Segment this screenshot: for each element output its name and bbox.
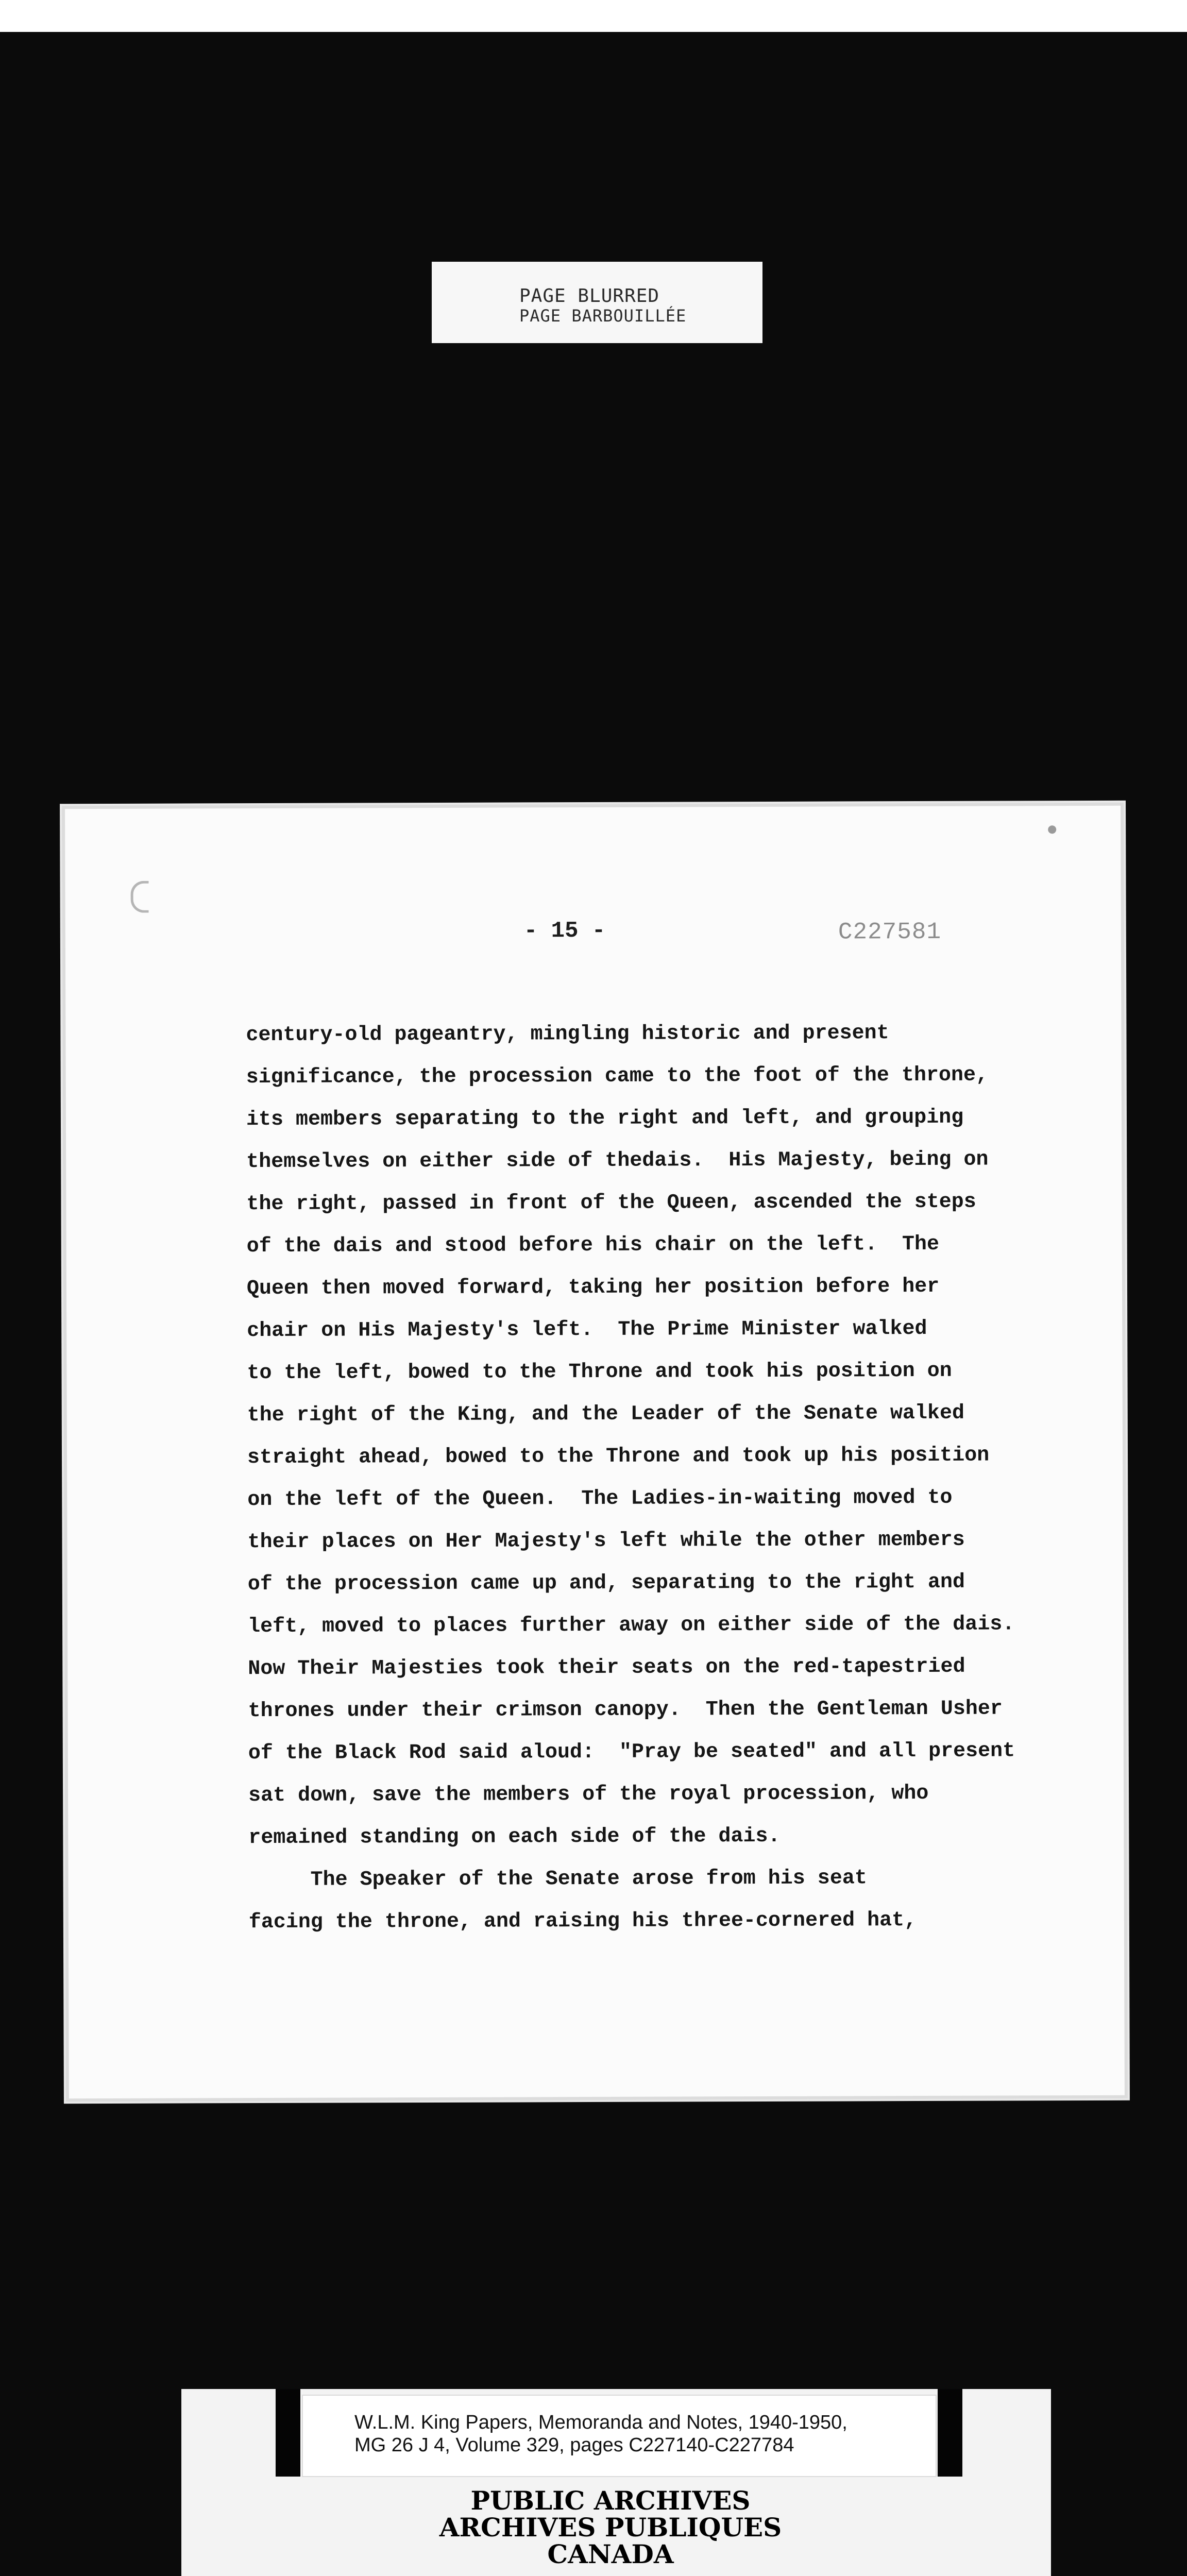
text-line: remained standing on each side of the dais.: [248, 1824, 781, 1850]
archive-country: CANADA: [547, 2539, 674, 2569]
text-line: Now Their Majesties took their seats on the red-tapestried: [248, 1655, 965, 1681]
citation-line: W.L.M. King Papers, Memoranda and Notes, 1940-1950,: [354, 2412, 847, 2433]
text-line: sat down, save the members of the royal procession, who: [248, 1782, 929, 1808]
text-line: to the left, bowed to the Throne and took his position on: [247, 1359, 952, 1385]
page-blurred-notice: [432, 262, 762, 343]
text-line: the right of the King, and the Leader of the Senate walked: [247, 1401, 965, 1428]
document-page: [65, 806, 1125, 2098]
archive-label: [340, 2487, 881, 2568]
text-line: left, moved to places further away on either side of the dais.: [247, 1613, 1015, 1639]
punch-hole: [131, 881, 149, 913]
text-line: Queen then moved forward, taking her position before her: [246, 1275, 940, 1301]
citation-line: MG 26 J 4, Volume 329, pages C227140-C227784: [354, 2434, 794, 2456]
text-line: century-old pageantry, mingling historic and present: [246, 1022, 889, 1047]
blur-notice-french: PAGE BARBOUILLÉE: [519, 306, 687, 326]
text-line: significance, the procession came to the foot of the throne,: [246, 1063, 989, 1090]
archive-name-english: PUBLIC ARCHIVES: [470, 2485, 751, 2516]
paper-mark: [1048, 825, 1056, 834]
text-line: their places on Her Majesty's left while the other members: [247, 1528, 965, 1554]
text-line: of the Black Rod said aloud: "Pray be seated" and all present: [248, 1739, 1015, 1766]
citation-card: [302, 2395, 937, 2477]
text-line: themselves on either side of thedais. His Majesty, being on: [246, 1148, 989, 1174]
footer-divider-right: [938, 2389, 962, 2477]
text-line: its members separating to the right and left, and grouping: [246, 1106, 964, 1132]
text-line: the right, passed in front of the Queen, ascended the steps: [246, 1190, 976, 1216]
document-body: [246, 1012, 1094, 1944]
blur-notice-english: PAGE BLURRED: [519, 285, 660, 307]
text-line: chair on His Majesty's left. The Prime Minister walked: [247, 1317, 927, 1343]
page-number: - 15 -: [523, 918, 606, 944]
text-line: facing the throne, and raising his three-cornered hat,: [248, 1909, 917, 1935]
text-line: thrones under their crimson canopy. Then the Gentleman Usher: [248, 1697, 1003, 1723]
text-line: of the procession came up and, separating to the right and: [247, 1570, 965, 1597]
text-line: on the left of the Queen. The Ladies-in-waiting moved to: [247, 1486, 953, 1512]
footer-divider-left: [276, 2389, 300, 2477]
text-line: straight ahead, bowed to the Throne and took up his position: [247, 1444, 990, 1470]
text-line: The Speaker of the Senate arose from his seat: [248, 1867, 867, 1892]
archive-name-french: ARCHIVES PUBLIQUES: [439, 2512, 782, 2543]
text-line: of the dais and stood before his chair on the left. The: [246, 1232, 940, 1259]
archive-stamp-number: C227581: [838, 918, 942, 946]
